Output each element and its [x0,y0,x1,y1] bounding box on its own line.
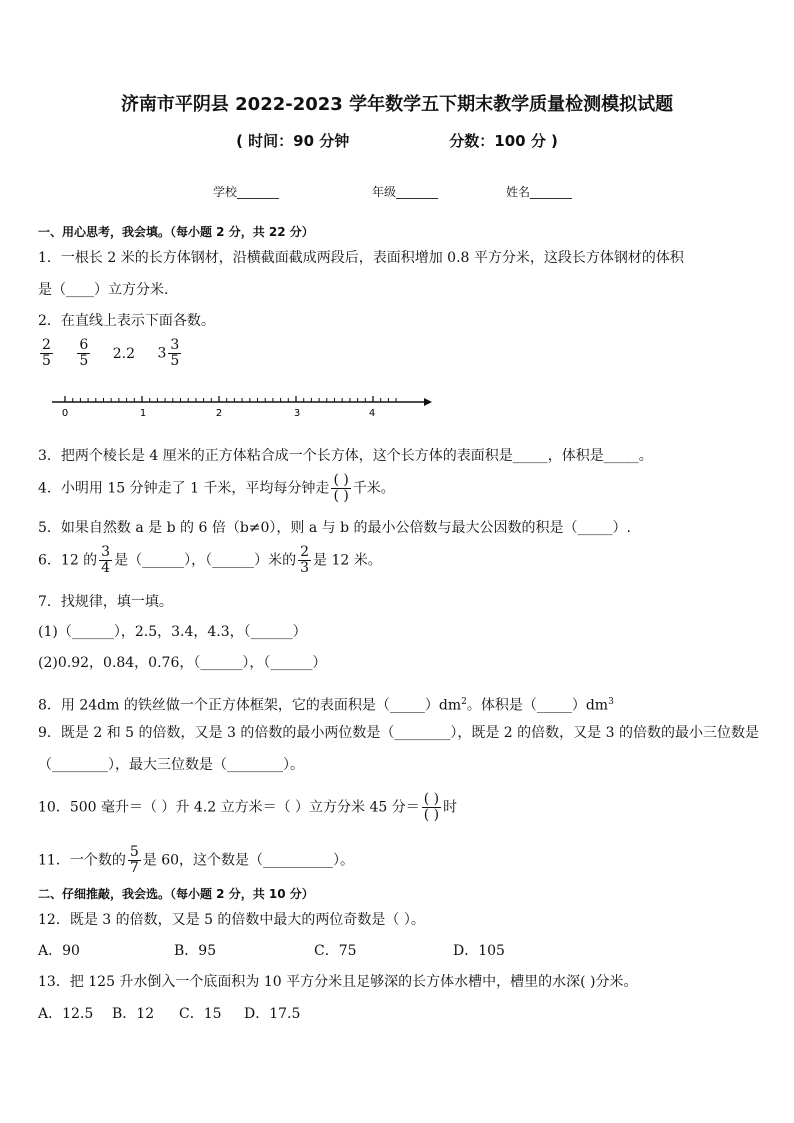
question-7: 7．找规律，填一填。 [38,594,173,610]
option-a[interactable]: A．12.5 [38,1006,94,1022]
exam-subtitle [0,130,794,151]
exam-time: ( 时间：90 分钟 [236,132,350,150]
question-7-part-2: (2)0.92，0.84，0.76，（______），（______） [38,655,327,671]
page-title: 济南市平阴县 2022-2023 学年数学五下期末教学质量检测模拟试题 [120,94,674,115]
question-7-part-1: (1)（______），2.5，3.4，4.3，（______） [38,624,307,640]
option-d[interactable]: D．105 [453,943,505,959]
question-4: 4．小明用 15 分钟走了 1 千米，平均每分钟走 $\frac{( )}{( )}$ 千米。 [38,472,395,504]
question-5: 5．如果自然数 a 是 b 的 6 倍（b≠0），则 a 与 b 的最小公倍数与最大公因数的积是（_____）. [38,520,631,536]
school-field[interactable]: 学校_______ [213,185,280,199]
fraction: $\frac{6}{5}$ [79,337,89,369]
tick-label: 1 [139,408,147,419]
tick-label: 0 [61,408,69,419]
question-9-line-2: （________），最大三位数是（________）。 [38,757,304,773]
tick-label: 2 [215,408,223,419]
question-12: 12．既是 3 的倍数，又是 5 的倍数中最大的两位奇数是（ ）。 [38,912,425,928]
fraction: $\frac{2}{3}$ [300,544,310,576]
question-11: 11．一个数的 $\frac{5}{7}$ 是 60，这个数是（__________）。 [38,844,355,876]
question-1-line-2: 是（____）立方分米. [38,282,169,298]
number-line [50,392,440,422]
question-2-text: 2．在直线上表示下面各数。 [38,313,215,329]
question-10: 10．500 毫升＝（ ）升 4.2 立方米＝（ ）立方分米 45 分＝ $\frac{( )}{( )}$ 时 [38,791,458,823]
tick-label: 4 [368,408,376,419]
mixed-number: 3 $\frac{3}{5}$ [157,337,180,369]
name-field[interactable]: 姓名_______ [506,185,573,199]
option-d[interactable]: D．17.5 [244,1006,301,1022]
question-3: 3．把两个棱长是 4 厘米的正方体粘合成一个长方体，这个长方体的表面积是_____，体积是_____。 [38,448,653,464]
question-13: 13．把 125 升水倒入一个底面积为 10 平方分米且足够深的长方体水槽中，槽里的水深( )分米。 [38,974,638,990]
tick-label: 3 [293,408,301,419]
tick-labels [62,408,375,419]
question-8: 8．用 24dm 的铁丝做一个正方体框架，它的表面积是$(\_\_\_\_\_)dm^2$。体积是$(\_\_\_\_\_)dm^3$ [38,697,614,714]
option-a[interactable]: A．90 [38,943,80,959]
fraction: $\frac{3}{4}$ [101,544,111,576]
blank-fraction: $\frac{( )}{( )}$ [333,472,349,504]
option-c[interactable]: C．15 [179,1006,222,1022]
fraction: $\frac{5}{7}$ [129,844,139,876]
decimal-number: 2.2 [112,345,136,362]
grade-field[interactable]: 年级_______ [372,185,439,199]
arrow-icon [424,398,432,406]
option-b[interactable]: B．12 [112,1006,155,1022]
section-heading: 一、用心思考，我会填。（每小题 2 分，共 22 分） [38,225,314,239]
section-heading: 二、仔细推敲，我会选。（每小题 2 分，共 10 分） [38,887,314,901]
fraction: $\frac{2}{5}$ [42,337,51,369]
option-c[interactable]: C．75 [314,943,357,959]
option-b[interactable]: B．95 [174,943,217,959]
exam-score: 分数：100 分 ) [449,132,558,150]
tick-marks [65,396,396,402]
question-2-numbers [38,338,201,369]
question-1-line-1: 1．一根长 2 米的长方体钢材，沿横截面截成两段后，表面积增加 0.8 平方分米，这段长方体钢材的体积 [38,250,684,266]
blank-fraction: $\frac{( )}{( )}$ [423,791,440,823]
question-9-line-1: 9．既是 2 和 5 的倍数，又是 3 的倍数的最小两位数是（________），既是 2 的倍数，又是 3 的倍数的最小三位数是 [38,725,759,741]
question-6: 6．12 的 $\frac{3}{4}$ 是（______），（______）米的 $\frac{2}{3}$ 是 12 米。 [38,544,382,576]
